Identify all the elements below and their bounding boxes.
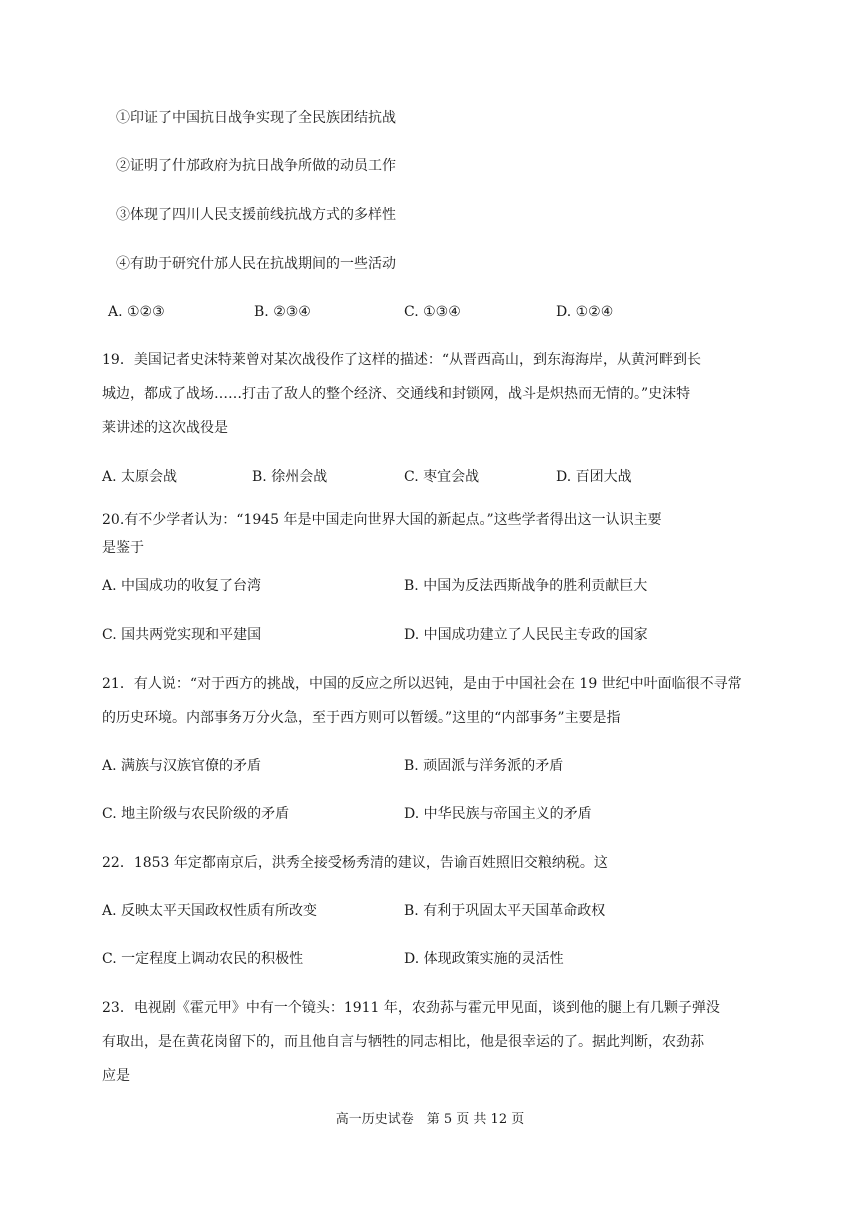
q18-option-b: B. ②③④ xyxy=(254,304,311,320)
q18-option-a: A. ①②③ xyxy=(108,304,165,320)
q19-option-c: C. 枣宜会战 xyxy=(404,469,480,485)
q19-line-2: 城边，都成了战场……打击了敌人的整个经济、交通线和封锁网，战斗是炽热而无情的。”史沫特 xyxy=(102,386,691,402)
q19-line-3: 莱讲述的这次战役是 xyxy=(102,420,228,436)
q18-statement-3: ③体现了四川人民支援前线抗战方式的多样性 xyxy=(116,207,396,223)
q22-line-1: 22．1853 年定都南京后，洪秀全接受杨秀清的建议，告谕百姓照旧交粮纳税。这 xyxy=(102,855,608,871)
q22-option-a: A. 反映太平天国政权性质有所改变 xyxy=(102,903,318,919)
q20-option-b: B. 中国为反法西斯战争的胜利贡献巨大 xyxy=(404,578,648,594)
q18-statement-1: ①印证了中国抗日战争实现了全民族团结抗战 xyxy=(116,110,396,126)
q21-line-2: 的历史环境。内部事务万分火急，至于西方则可以暂缓。”这里的“内部事务”主要是指 xyxy=(102,710,621,726)
q20-line-2: 是鉴于 xyxy=(102,540,144,556)
q20-line-1: 20.有不少学者认为：“1945 年是中国走向世界大国的新起点。”这些学者得出这一认识主要 xyxy=(102,512,662,528)
q22-option-c: C. 一定程度上调动农民的积极性 xyxy=(102,951,304,967)
q18-statement-2: ②证明了什邡政府为抗日战争所做的动员工作 xyxy=(116,158,396,174)
q21-option-d: D. 中华民族与帝国主义的矛盾 xyxy=(404,806,592,822)
q20-option-a: A. 中国成功的收复了台湾 xyxy=(102,578,262,594)
q19-option-d: D. 百团大战 xyxy=(556,469,632,485)
q19-option-a: A. 太原会战 xyxy=(102,469,178,485)
q23-line-3: 应是 xyxy=(102,1068,130,1084)
q22-option-d: D. 体现政策实施的灵活性 xyxy=(404,951,564,967)
q20-option-c: C. 国共两党实现和平建国 xyxy=(102,627,262,643)
q18-option-c: C. ①③④ xyxy=(404,304,461,320)
q18-option-d: D. ①②④ xyxy=(556,304,614,320)
q21-line-1: 21．有人说：“对于西方的挑战，中国的反应之所以迟钝，是由于中国社会在 19 世纪中叶面临很不寻常 xyxy=(102,676,742,692)
page-footer: 高一历史试卷 第 5 页 共 12 页 xyxy=(335,1112,525,1127)
q22-option-b: B. 有利于巩固太平天国革命政权 xyxy=(404,903,606,919)
q20-option-d: D. 中国成功建立了人民民主专政的国家 xyxy=(404,627,648,643)
q23-line-1: 23．电视剧《霍元甲》中有一个镜头：1911 年，农劲荪与霍元甲见面，谈到他的腿上有几颗子弹没 xyxy=(102,1000,720,1016)
q18-statement-4: ④有助于研究什邡人民在抗战期间的一些活动 xyxy=(116,256,396,272)
q19-line-1: 19．美国记者史沫特莱曾对某次战役作了这样的描述：“从晋西高山，到东海海岸，从黄河畔到长 xyxy=(102,352,701,368)
q21-option-c: C. 地主阶级与农民阶级的矛盾 xyxy=(102,806,290,822)
q23-line-2: 有取出，是在黄花岗留下的，而且他自言与牺牲的同志相比，他是很幸运的了。据此判断，农劲荪 xyxy=(102,1034,704,1050)
q21-option-a: A. 满族与汉族官僚的矛盾 xyxy=(102,758,262,774)
q21-option-b: B. 顽固派与洋务派的矛盾 xyxy=(404,758,564,774)
q19-option-b: B. 徐州会战 xyxy=(252,469,328,485)
